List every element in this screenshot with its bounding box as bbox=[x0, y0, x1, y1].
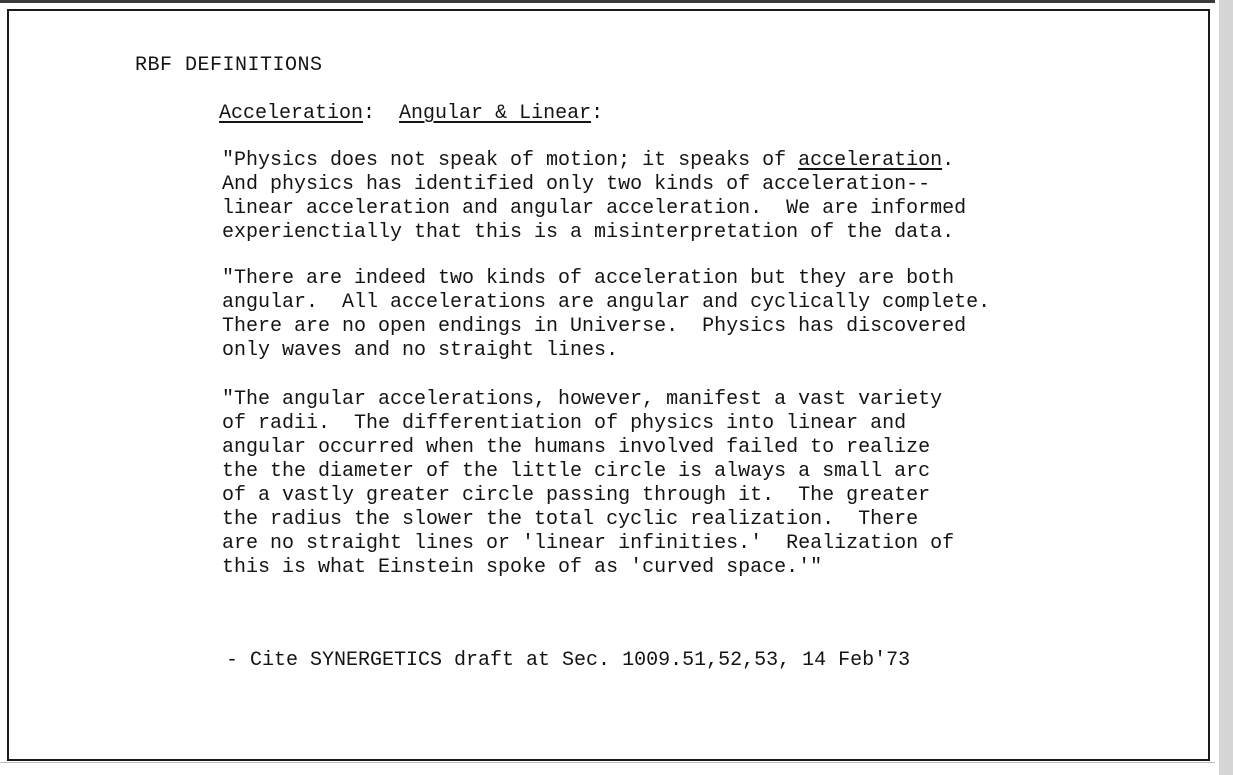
paragraph-1-line-1-end: . bbox=[942, 149, 955, 172]
term-angular-linear: Angular & Linear bbox=[399, 102, 592, 125]
page-right-margin bbox=[1219, 0, 1233, 775]
term-separator: : bbox=[363, 102, 400, 125]
page-top-edge bbox=[0, 0, 1215, 3]
quote-paragraph-3: "The angular accelerations, however, manifest a vast variety of radii. The differentiation of physics into linear and angular occurred when the humans involved failed to realize the the diameter of the little circle is always a small arc of a vastly greater circle passing through it. The greater the radius the slower the total cyclic realization. There are no straight lines or 'linear infinities.' Realization of this is what Einstein spoke of as 'curved space.'" bbox=[222, 388, 955, 579]
paragraph-1-rest: And physics has identified only two kinds of acceleration-- linear acceleration and angular acceleration. We are informed experienctially that this is a misinterpretation of the data. bbox=[222, 173, 967, 244]
quote-paragraph-2: "There are indeed two kinds of acceleration but they are both angular. All accelerations are angular and cyclically complete. There are no open endings in Universe. Physics has discovered only waves and no straight lines. bbox=[222, 267, 991, 362]
quote-paragraph-1 bbox=[222, 149, 966, 245]
paragraph-1-line-1-start: "Physics does not speak of motion; it speaks of bbox=[222, 149, 799, 172]
term-colon: : bbox=[591, 102, 604, 125]
paragraph-1-emphasis: acceleration bbox=[798, 149, 943, 172]
definition-subheading bbox=[219, 102, 603, 125]
citation-line: - Cite SYNERGETICS draft at Sec. 1009.51,52,53, 14 Feb'73 bbox=[226, 649, 911, 672]
document-heading: RBF DEFINITIONS bbox=[135, 54, 323, 77]
term-acceleration: Acceleration bbox=[219, 102, 364, 125]
page-bottom-edge bbox=[0, 762, 1215, 775]
